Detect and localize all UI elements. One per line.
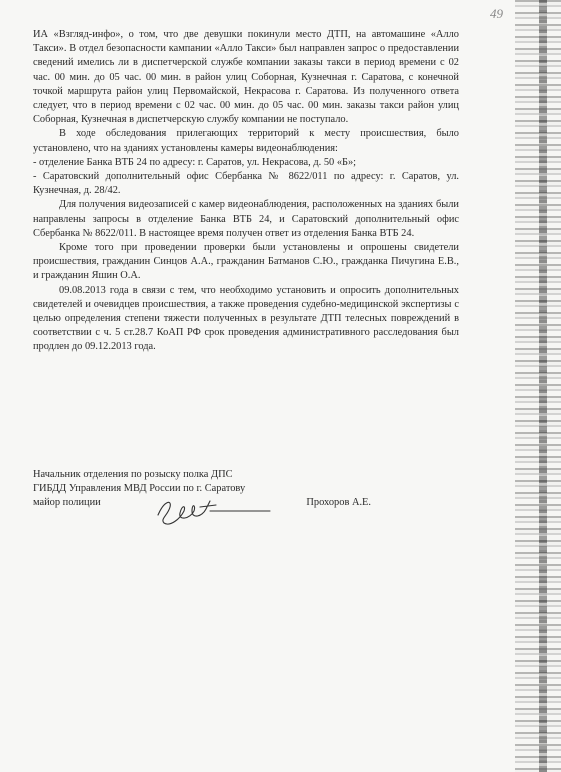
- signatory-position-line2: ГИБДД Управления МВД России по г. Саратову: [33, 483, 246, 495]
- scan-edge-artifact-dark: [539, 0, 547, 772]
- scan-edge-artifact: [515, 0, 561, 772]
- signatory-rank: майор полиции: [33, 497, 101, 509]
- handwritten-signature: [150, 493, 290, 529]
- paragraph-witnesses: Кроме того при проведении проверки были установлены и опрошены свидетели происшествия, гражданин Синцов А.А., гражданин Батманов С.Ю., гражданка Пичугина Е.В., и гражданин Яшин О.А.: [33, 242, 459, 282]
- document-body: [33, 28, 459, 355]
- list-item-vtb-bank: - отделение Банка ВТБ 24 по адресу: г. Саратов, ул. Некрасова, д. 50 «Б»;: [33, 156, 357, 168]
- page-number: 49: [490, 6, 503, 21]
- list-item-sberbank: - Саратовский дополнительный офис Сбербанка № 8622/011 по адресу: г. Саратов, ул. Кузнечная, д. 28/42.: [33, 171, 459, 197]
- signatory-name: Прохоров А.Е.: [306, 497, 371, 509]
- paragraph-inspection: В ходе обследования прилегающих территорий к месту происшествия, было установлено, что на зданиях установлены камеры видеонаблюдения:: [33, 128, 459, 154]
- paragraph-extension: 09.08.2013 года в связи с тем, что необходимо установить и опросить дополнительных свидетелей и очевидцев происшествия, а также проведения судебно-медицинской экспертизы с целью определения степени тяжести полученных в результате ДТП телесных повреждений в соответствии с ч. 5 ст.28.7 КоАП РФ срок проведения административного расследования был продлен до 09.12.2013 года.: [33, 284, 459, 353]
- signatory-position-line1: Начальник отделения по розыску полка ДПС: [33, 469, 233, 480]
- paragraph-video-requests: Для получения видеозаписей с камер видеонаблюдения, расположенных на зданиях были направлены запросы в отделение Банка ВТБ 24, и Саратовский дополнительный офис Сбербанка № 8622/011. В настоящее время получен ответ из отделения Банка ВТБ 24.: [33, 199, 459, 239]
- paragraph-taxi-request: ИА «Взгляд-инфо», о том, что две девушки покинули место ДТП, на автомашине «Алло Такси». В отдел безопасности кампании «Алло Такси» был направлен запрос о предоставлении сведений имелись ли в диспетчерской службе компании заказы такси в период времени с 02 час. 00 мин. до 05 час. 00 мин. в район улиц Соборная, Кузнечная г. Саратова, с конечной точкой маршрута район улиц Первомайской, Некрасова г. Саратова. Из полученного ответа следует, что в период времени с 02 час. 00 мин. до 05 час. 00 мин. заказы такси район улиц Соборная, Кузнечная в диспетчерскую службу компании не поступало.: [33, 29, 459, 126]
